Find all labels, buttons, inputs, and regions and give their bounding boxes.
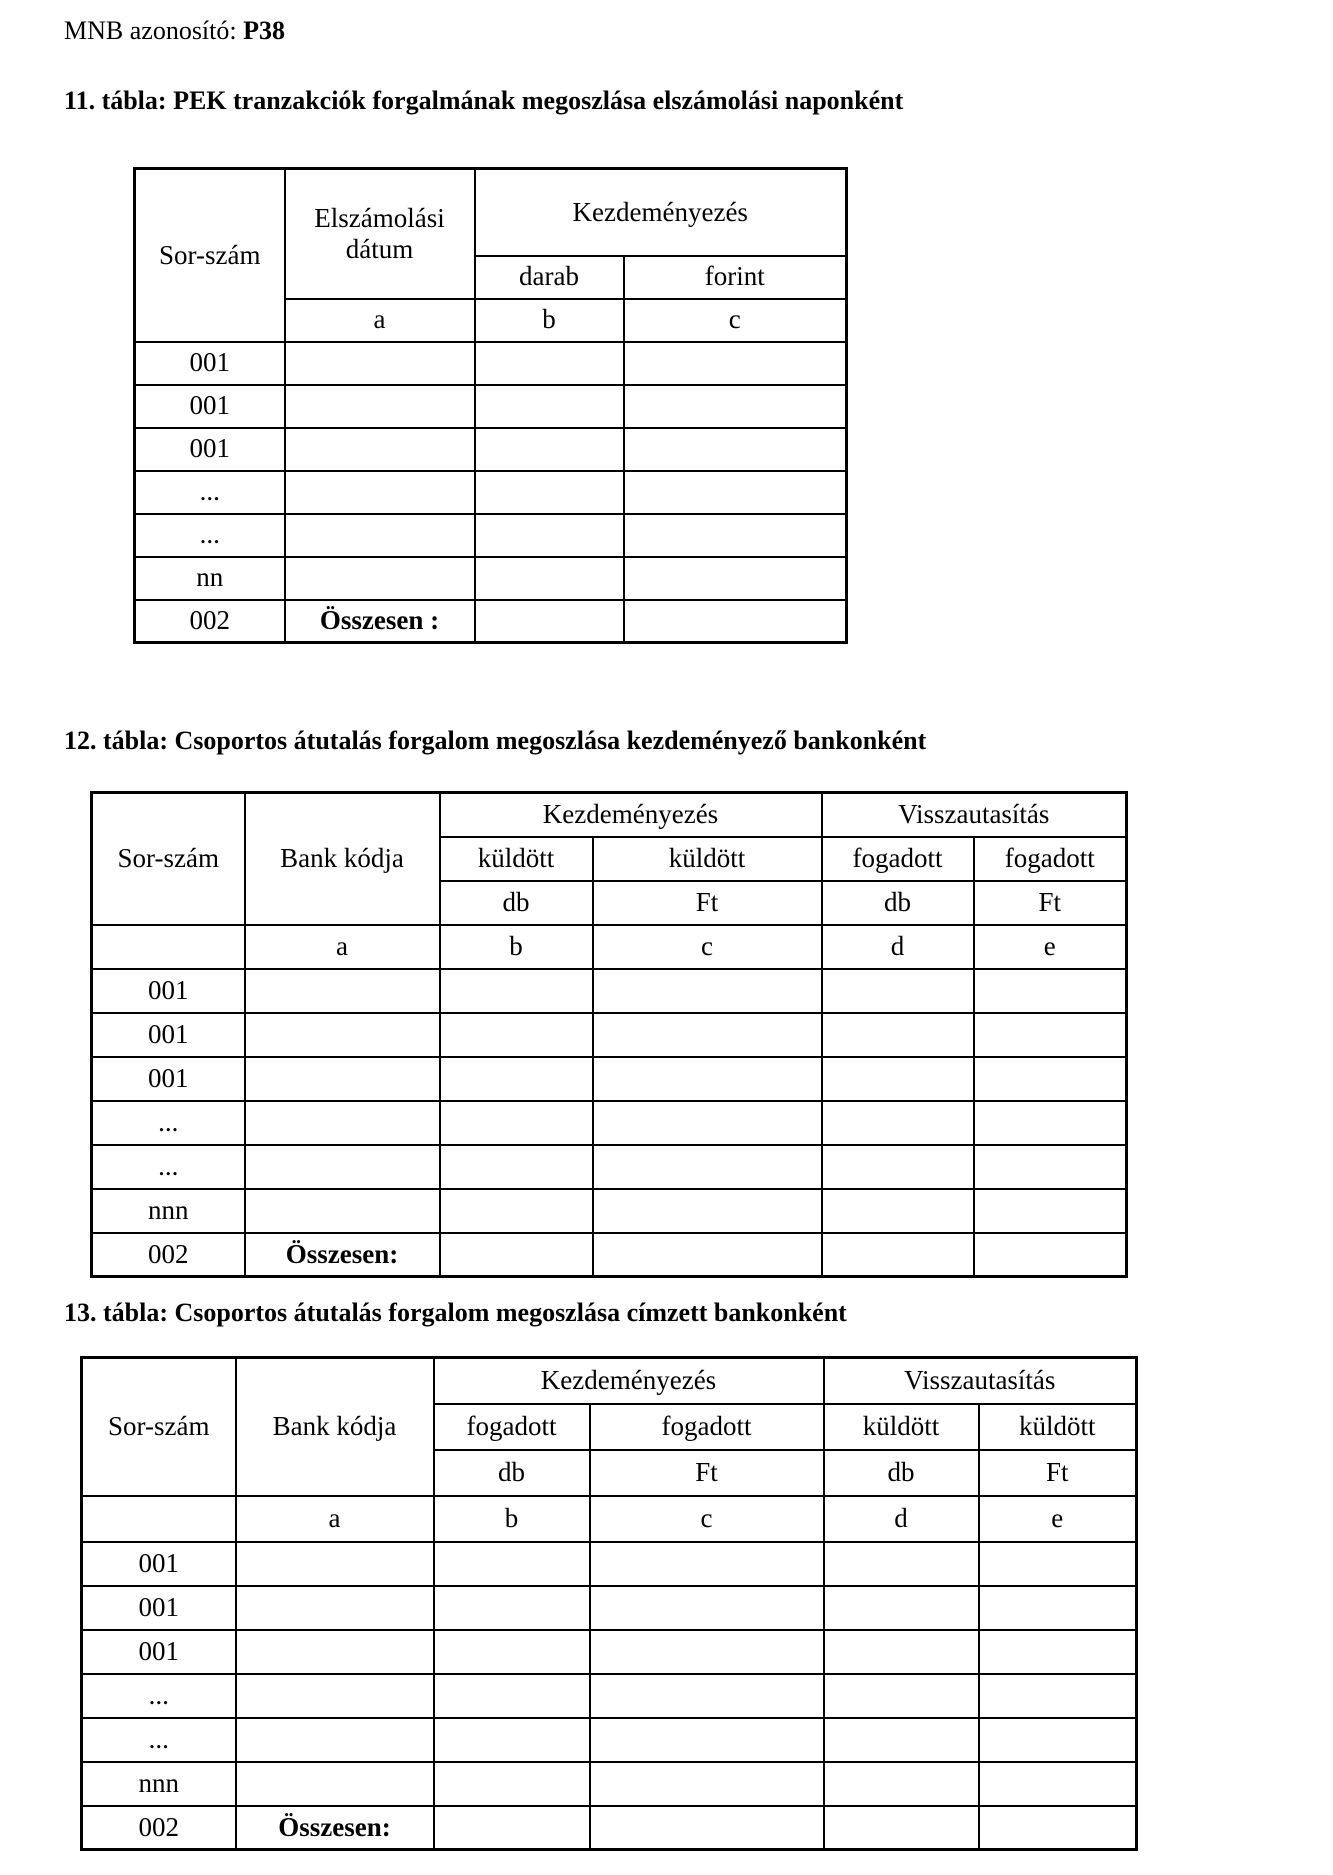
row-number: ... (92, 1145, 245, 1189)
table12-sub2-c: Ft (593, 881, 822, 925)
data-cell[interactable] (822, 1101, 974, 1145)
table13 (80, 1356, 1138, 1851)
data-cell[interactable] (974, 1101, 1127, 1145)
mnb-id-line (64, 16, 285, 46)
total-label: Összesen : (285, 600, 475, 643)
table12-letter-blank (92, 925, 245, 969)
table11-header-sorszam: Sor-szám (135, 169, 285, 342)
row-number: 001 (82, 1586, 236, 1630)
data-cell[interactable] (475, 471, 624, 514)
table13-letter-a: a (236, 1496, 434, 1542)
total-label: Összesen: (236, 1806, 434, 1850)
data-cell[interactable] (979, 1806, 1137, 1850)
table12-letter-e: e (974, 925, 1127, 969)
table-row (82, 1630, 1137, 1674)
total-label: Összesen: (245, 1233, 440, 1277)
data-cell[interactable] (434, 1586, 590, 1630)
data-cell[interactable] (285, 471, 475, 514)
table-row-total (135, 600, 847, 643)
row-number: ... (82, 1718, 236, 1762)
row-number: 001 (82, 1542, 236, 1586)
row-number: 002 (92, 1233, 245, 1277)
data-cell[interactable] (434, 1762, 590, 1806)
data-cell[interactable] (440, 1101, 593, 1145)
data-cell[interactable] (593, 1189, 822, 1233)
row-number: nn (135, 557, 285, 600)
table13-sub1-b: fogadott (434, 1404, 590, 1450)
mnb-id-label: MNB azonosító: (64, 16, 237, 45)
data-cell[interactable] (434, 1542, 590, 1586)
data-cell[interactable] (440, 1057, 593, 1101)
row-number: 002 (135, 600, 285, 643)
data-cell[interactable] (824, 1806, 979, 1850)
row-number: nnn (92, 1189, 245, 1233)
data-cell[interactable] (824, 1630, 979, 1674)
data-cell[interactable] (979, 1630, 1137, 1674)
table-row (92, 1057, 1127, 1101)
mnb-id-value: P38 (243, 16, 285, 45)
table11-header-kezdemenyezes: Kezdeményezés (475, 169, 847, 256)
data-cell[interactable] (974, 1145, 1127, 1189)
data-cell[interactable] (974, 1057, 1127, 1101)
table12 (90, 791, 1128, 1278)
table-row (82, 1762, 1137, 1806)
data-cell[interactable] (285, 342, 475, 385)
table11-letter-a: a (285, 299, 475, 342)
data-cell[interactable] (236, 1542, 434, 1586)
data-cell[interactable] (974, 1189, 1127, 1233)
row-number: 002 (82, 1806, 236, 1850)
table12-letter-d: d (822, 925, 974, 969)
data-cell[interactable] (236, 1674, 434, 1718)
data-cell[interactable] (440, 1189, 593, 1233)
row-number: 001 (135, 342, 285, 385)
table12-sub2-b: db (440, 881, 593, 925)
data-cell[interactable] (475, 342, 624, 385)
data-cell[interactable] (979, 1718, 1137, 1762)
table12-letter-b: b (440, 925, 593, 969)
data-cell[interactable] (822, 1057, 974, 1101)
data-cell[interactable] (974, 1013, 1127, 1057)
table13-sub2-b: db (434, 1450, 590, 1496)
table-row (82, 1586, 1137, 1630)
data-cell[interactable] (593, 1101, 822, 1145)
data-cell[interactable] (822, 1189, 974, 1233)
table13-letter-e: e (979, 1496, 1137, 1542)
data-cell[interactable] (974, 969, 1127, 1013)
table12-header-visszautasitas: Visszautasítás (822, 793, 1127, 837)
data-cell[interactable] (624, 385, 847, 428)
table-row (92, 1189, 1127, 1233)
table-row (92, 969, 1127, 1013)
data-cell[interactable] (475, 385, 624, 428)
data-cell[interactable] (236, 1762, 434, 1806)
data-cell[interactable] (236, 1586, 434, 1630)
data-cell[interactable] (434, 1718, 590, 1762)
data-cell[interactable] (236, 1630, 434, 1674)
data-cell[interactable] (245, 1145, 440, 1189)
table13-letter-blank (82, 1496, 236, 1542)
table12-sub1-d: fogadott (822, 837, 974, 881)
table13-sub2-c: Ft (590, 1450, 824, 1496)
data-cell[interactable] (440, 1013, 593, 1057)
table13-header-bank: Bank kódja (236, 1358, 434, 1496)
data-cell[interactable] (245, 969, 440, 1013)
data-cell[interactable] (245, 1057, 440, 1101)
data-cell[interactable] (285, 428, 475, 471)
data-cell[interactable] (475, 514, 624, 557)
data-cell[interactable] (475, 428, 624, 471)
data-cell[interactable] (590, 1806, 824, 1850)
table13-caption: 13. tábla: Csoportos átutalás forgalom megoszlása címzett bankonként (64, 1298, 847, 1327)
table13-letter-b: b (434, 1496, 590, 1542)
data-cell[interactable] (593, 969, 822, 1013)
table11 (133, 167, 848, 644)
row-number: nnn (82, 1762, 236, 1806)
data-cell[interactable] (822, 969, 974, 1013)
data-cell[interactable] (624, 342, 847, 385)
table-row (135, 557, 847, 600)
data-cell[interactable] (475, 600, 624, 643)
data-cell[interactable] (236, 1718, 434, 1762)
row-number: 001 (92, 969, 245, 1013)
row-number: ... (135, 471, 285, 514)
table11-caption: 11. tábla: PEK tranzakciók forgalmának megoszlása elszámolási naponként (64, 86, 904, 115)
table12-sub1-c: küldött (593, 837, 822, 881)
table-row (92, 1145, 1127, 1189)
data-cell[interactable] (440, 1233, 593, 1277)
table13-sub1-d: küldött (824, 1404, 979, 1450)
data-cell[interactable] (593, 1145, 822, 1189)
table12-caption: 12. tábla: Csoportos átutalás forgalom megoszlása kezdeményező bankonként (64, 726, 927, 755)
data-cell[interactable] (974, 1233, 1127, 1277)
row-number: ... (135, 514, 285, 557)
table-row (92, 1101, 1127, 1145)
table12-header-sorszam: Sor-szám (92, 793, 245, 925)
data-cell[interactable] (593, 1057, 822, 1101)
data-cell[interactable] (822, 1233, 974, 1277)
data-cell[interactable] (593, 1233, 822, 1277)
table12-sub2-d: db (822, 881, 974, 925)
data-cell[interactable] (590, 1718, 824, 1762)
data-cell[interactable] (624, 514, 847, 557)
table13-letter-d: d (824, 1496, 979, 1542)
table-row (82, 1542, 1137, 1586)
data-cell[interactable] (979, 1762, 1137, 1806)
table-row (82, 1718, 1137, 1762)
table13-letter-c: c (590, 1496, 824, 1542)
data-cell[interactable] (590, 1586, 824, 1630)
data-cell[interactable] (624, 600, 847, 643)
table13-sub2-e: Ft (979, 1450, 1137, 1496)
data-cell[interactable] (624, 471, 847, 514)
data-cell[interactable] (285, 385, 475, 428)
data-cell[interactable] (979, 1674, 1137, 1718)
data-cell[interactable] (590, 1762, 824, 1806)
row-number: 001 (92, 1057, 245, 1101)
table12-sub1-b: küldött (440, 837, 593, 881)
data-cell[interactable] (624, 428, 847, 471)
table11-letter-b: b (475, 299, 624, 342)
data-cell[interactable] (822, 1013, 974, 1057)
table-row (135, 385, 847, 428)
table11-header-darab: darab (475, 256, 624, 299)
data-cell[interactable] (285, 514, 475, 557)
table13-sub1-c: fogadott (590, 1404, 824, 1450)
table-row-total (82, 1806, 1137, 1850)
data-cell[interactable] (285, 557, 475, 600)
row-number: 001 (92, 1013, 245, 1057)
row-number: 001 (135, 428, 285, 471)
data-cell[interactable] (824, 1586, 979, 1630)
table12-sub2-e: Ft (974, 881, 1127, 925)
table13-sub1-e: küldött (979, 1404, 1137, 1450)
table-row-total (92, 1233, 1127, 1277)
data-cell[interactable] (440, 1145, 593, 1189)
row-number: ... (82, 1674, 236, 1718)
data-cell[interactable] (434, 1806, 590, 1850)
table13-header-sorszam: Sor-szám (82, 1358, 236, 1496)
data-cell[interactable] (979, 1542, 1137, 1586)
data-cell[interactable] (624, 557, 847, 600)
data-cell[interactable] (434, 1630, 590, 1674)
data-cell[interactable] (824, 1542, 979, 1586)
table13-header-kezdemenyezes: Kezdeményezés (434, 1358, 824, 1404)
data-cell[interactable] (245, 1189, 440, 1233)
table12-sub1-e: fogadott (974, 837, 1127, 881)
table12-header-bank: Bank kódja (245, 793, 440, 925)
table13-sub2-d: db (824, 1450, 979, 1496)
table13-header-visszautasitas: Visszautasítás (824, 1358, 1137, 1404)
data-cell[interactable] (590, 1542, 824, 1586)
table12-header-kezdemenyezes: Kezdeményezés (440, 793, 822, 837)
row-number: 001 (135, 385, 285, 428)
table-row (135, 428, 847, 471)
data-cell[interactable] (590, 1630, 824, 1674)
table-row (82, 1674, 1137, 1718)
table11-header-forint: forint (624, 256, 847, 299)
table11-header-datum: Elszámolási dátum (285, 169, 475, 299)
data-cell[interactable] (824, 1718, 979, 1762)
data-cell[interactable] (590, 1674, 824, 1718)
table-row (92, 1013, 1127, 1057)
data-cell[interactable] (434, 1674, 590, 1718)
table12-letter-a: a (245, 925, 440, 969)
data-cell[interactable] (440, 969, 593, 1013)
data-cell[interactable] (824, 1674, 979, 1718)
data-cell[interactable] (245, 1101, 440, 1145)
table-row (135, 342, 847, 385)
data-cell[interactable] (475, 557, 624, 600)
data-cell[interactable] (822, 1145, 974, 1189)
data-cell[interactable] (979, 1586, 1137, 1630)
row-number: ... (92, 1101, 245, 1145)
data-cell[interactable] (245, 1013, 440, 1057)
table-row (135, 514, 847, 557)
table-row (135, 471, 847, 514)
table11-letter-c: c (624, 299, 847, 342)
table12-letter-c: c (593, 925, 822, 969)
row-number: 001 (82, 1630, 236, 1674)
data-cell[interactable] (593, 1013, 822, 1057)
data-cell[interactable] (824, 1762, 979, 1806)
